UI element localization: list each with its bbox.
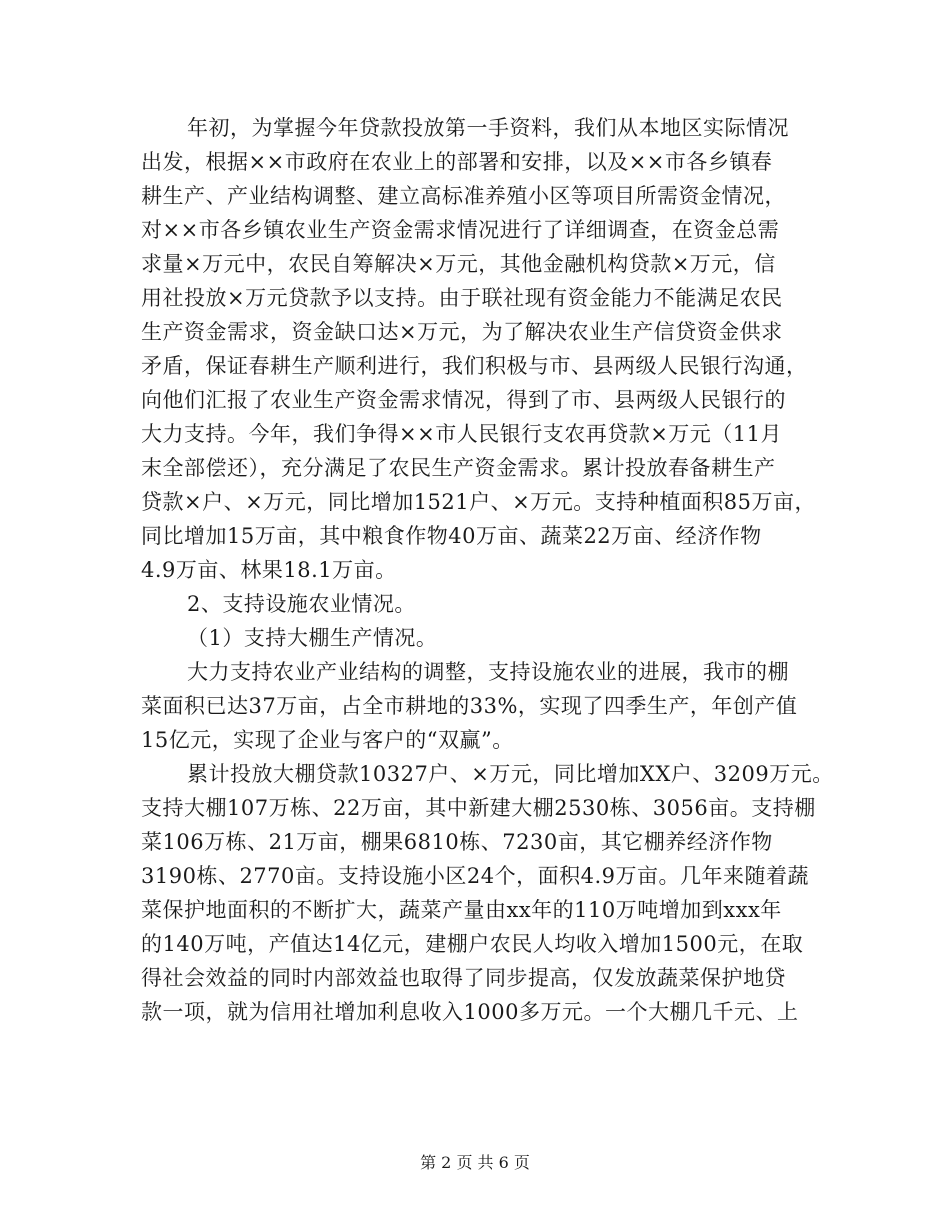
paragraph-line: 3190栋、2770亩。支持设施小区24个，面积4.9万亩。几年来随着蔬 (141, 864, 810, 888)
paragraph-line: 生产资金需求，资金缺口达×万元，为了解决农业生产信贷资金供求 (141, 320, 783, 344)
paragraph-line: 用社投放×万元贷款予以支持。由于联社现有资金能力不能满足农民 (141, 286, 783, 310)
paragraph-line: 款一项，就为信用社增加利息收入1000多万元。一个大棚几千元、上 (141, 1000, 799, 1024)
paragraph-line: 累计投放大棚贷款10327户、×万元，同比增加XX户、3209万元。 (187, 762, 834, 786)
paragraph-line: 4.9万亩、林果18.1万亩。 (141, 558, 397, 582)
subsection-heading: （1）支持大棚生产情况。 (187, 626, 438, 650)
paragraph-line: 对××市各乡镇农业生产资金需求情况进行了详细调查，在资金总需 (141, 218, 780, 242)
paragraph-line: 矛盾，保证春耕生产顺利进行，我们积极与市、县两级人民银行沟通， (141, 354, 808, 378)
paragraph-line: 支持大棚107万栋、22万亩，其中新建大棚2530栋、3056亩。支持棚 (141, 796, 816, 820)
paragraph-line: 的140万吨，产值达14亿元，建棚户农民人均收入增加1500元，在取 (141, 932, 804, 956)
section-heading: 2、支持设施农业情况。 (187, 592, 416, 616)
paragraph-line: 大力支持农业产业结构的调整，支持设施农业的进展，我市的棚 (187, 660, 789, 684)
paragraph-line: 耕生产、产业结构调整、建立高标准养殖小区等项目所需资金情况， (141, 184, 786, 208)
paragraph-line: 菜保护地面积的不断扩大，蔬菜产量由xx年的110万吨增加到xxx年 (141, 898, 782, 922)
paragraph-line: 末全部偿还），充分满足了农民生产资金需求。累计投放春备耕生产 (141, 456, 776, 480)
paragraph-line: 得社会效益的同时内部效益也取得了同步提高，仅发放蔬菜保护地贷 (141, 966, 786, 990)
paragraph-line: 年初，为掌握今年贷款投放第一手资料，我们从本地区实际情况 (187, 116, 789, 140)
paragraph-line: 15亿元，实现了企业与客户的“双赢”。 (141, 728, 514, 752)
paragraph-line: 出发，根据××市政府在农业上的部署和安排，以及××市各乡镇春 (141, 150, 773, 174)
paragraph-line: 求量×万元中，农民自筹解决×万元，其他金融机构贷款×万元，信 (141, 252, 776, 276)
paragraph-line: 向他们汇报了农业生产资金需求情况，得到了市、县两级人民银行的 (141, 388, 786, 412)
page-number-footer: 第 2 页 共 6 页 (420, 1153, 530, 1172)
paragraph-line: 菜面积已达37万亩，占全市耕地的33%，实现了四季生产，年创产值 (141, 694, 798, 718)
paragraph-line: 菜106万栋、21万亩，棚果6810栋、7230亩，其它棚养经济作物 (141, 830, 773, 854)
paragraph-line: 同比增加15万亩，其中粮食作物40万亩、蔬菜22万亩、经济作物 (141, 524, 762, 548)
paragraph-line: 大力支持。今年，我们争得××市人民银行支农再贷款×万元（11月 (141, 422, 783, 446)
paragraph-line: 贷款×户、×万元，同比增加1521户、×万元。支持种植面积85万亩， (141, 490, 816, 514)
